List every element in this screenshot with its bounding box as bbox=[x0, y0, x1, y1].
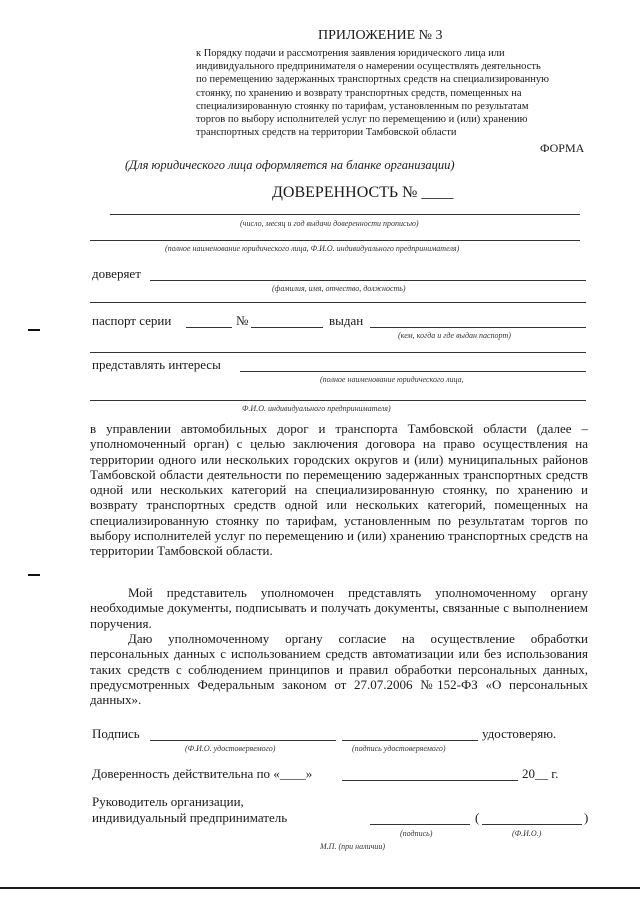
passport-number-label: № bbox=[236, 313, 249, 328]
head-signature-field[interactable] bbox=[370, 824, 470, 825]
appendix-line: специализированную стоянку по тарифам, установленным по результатам bbox=[196, 100, 529, 112]
passport-issued-line-2[interactable] bbox=[90, 352, 586, 353]
head-fio-hint: (Ф.И.О.) bbox=[512, 829, 542, 838]
bottom-rule bbox=[0, 887, 640, 889]
trustee-hint: (фамилия, имя, отчество, должность) bbox=[272, 284, 406, 293]
organization-line[interactable] bbox=[90, 240, 580, 241]
margin-mark bbox=[28, 329, 40, 331]
appendix-line: стоянку, по хранению и возврату транспортных средств, помещенных на bbox=[196, 87, 522, 99]
issued-label: выдан bbox=[329, 313, 364, 328]
paren-close: ) bbox=[584, 810, 589, 825]
represent-line[interactable] bbox=[240, 371, 586, 372]
appendix-title: ПРИЛОЖЕНИЕ № 3 bbox=[318, 28, 443, 43]
trustee-line[interactable] bbox=[150, 280, 586, 281]
head-signature-hint: (подпись) bbox=[400, 829, 433, 838]
certified-fio-hint: (Ф.И.О. удостоверяемого) bbox=[185, 744, 276, 753]
validity-label: Доверенность действительна по «____» bbox=[92, 766, 313, 781]
paragraph-consent: Даю уполномоченному органу согласие на осуществление обработки персональных данных с использованием средств автоматизации или без использования таких средств с соблюдением принципов и правил обработки персональных данных, предусмотренных Федеральным законом от 27.07.2006 №152-ФЗ «О персональных данных». bbox=[90, 631, 588, 708]
appendix-line: торгов по выбору исполнителей услуг по перемещению и (или) хранению bbox=[196, 114, 528, 126]
certified-signature-field[interactable] bbox=[342, 740, 478, 741]
form-label: ФОРМА bbox=[540, 141, 585, 155]
passport-issued-field[interactable] bbox=[370, 327, 586, 328]
head-fio-field[interactable] bbox=[482, 824, 582, 825]
validity-year: 20__ г. bbox=[522, 766, 559, 781]
represent-label: представлять интересы bbox=[92, 357, 221, 372]
appendix-line: индивидуального предпринимателя о намерении осуществлять деятельность bbox=[196, 61, 541, 73]
date-line[interactable] bbox=[110, 214, 580, 215]
head-label-1: Руководитель организации, bbox=[92, 794, 244, 809]
signature-label: Подпись bbox=[92, 726, 140, 741]
represent-hint: (полное наименование юридического лица, bbox=[320, 375, 464, 384]
stamp-label: М.П. (при наличии) bbox=[320, 842, 386, 851]
passport-number-field[interactable] bbox=[251, 327, 323, 328]
validity-date-field[interactable] bbox=[342, 780, 518, 781]
date-hint: (число, месяц и год выдачи доверенности прописью) bbox=[240, 219, 419, 228]
represent-line-2[interactable] bbox=[90, 400, 586, 401]
head-label-2: индивидуальный предприниматель bbox=[92, 810, 288, 825]
document-title: ДОВЕРЕННОСТЬ № ____ bbox=[272, 184, 454, 201]
certified-signature-hint: (подпись удостоверяемого) bbox=[352, 744, 446, 753]
passport-series-field[interactable] bbox=[186, 327, 232, 328]
certify-label: удостоверяю. bbox=[482, 726, 557, 741]
passport-label: паспорт серии bbox=[92, 313, 172, 328]
paren-open: ( bbox=[475, 810, 480, 825]
appendix-line: к Порядку подачи и рассмотрения заявления юридического лица или bbox=[196, 48, 505, 59]
trustee-line-2[interactable] bbox=[90, 302, 586, 303]
letterhead-note: (Для юридического лица оформляется на бланке организации) bbox=[125, 158, 455, 172]
paragraph-powers: Мой представитель уполномочен представлять уполномоченному органу необходимые документы, подписывать и получать документы, связанные с выполнением поручения. bbox=[90, 585, 588, 631]
represent-hint-2: Ф.И.О. индивидуального предпринимателя) bbox=[242, 404, 391, 413]
appendix-reference bbox=[196, 47, 596, 139]
paragraph-authority: в управлении автомобильных дорог и транспорта Тамбовской области (далее – уполномоченный орган) с целью заключения договора на право осуществления на территории одного или нескольких городских округов и (или) муниципальных районов Тамбовской области деятельности по перемещению задержанных транспортных средств одной или нескольких категорий на специализированную стоянку, по хранению и возврату транспортных средств одной или нескольких категорий, помещенных на специализированную стоянку по тарифам, установленным по результатам торгов по выбору исполнителей услуг по перемещению и (или) хранению транспортных средств на территории Тамбовской области. bbox=[90, 421, 588, 559]
issued-hint: (кем, когда и где выдан паспорт) bbox=[398, 331, 511, 340]
margin-mark bbox=[28, 574, 40, 576]
trusts-label: доверяет bbox=[92, 266, 141, 281]
organization-hint: (полное наименование юридического лица, Ф.И.О. индивидуального предпринимателя) bbox=[165, 244, 460, 253]
certified-fio-field[interactable] bbox=[150, 740, 336, 741]
appendix-line: по перемещению задержанных транспортных средств на специализированную bbox=[196, 74, 549, 86]
appendix-line: транспортных средств на территории Тамбовской области bbox=[196, 127, 457, 139]
